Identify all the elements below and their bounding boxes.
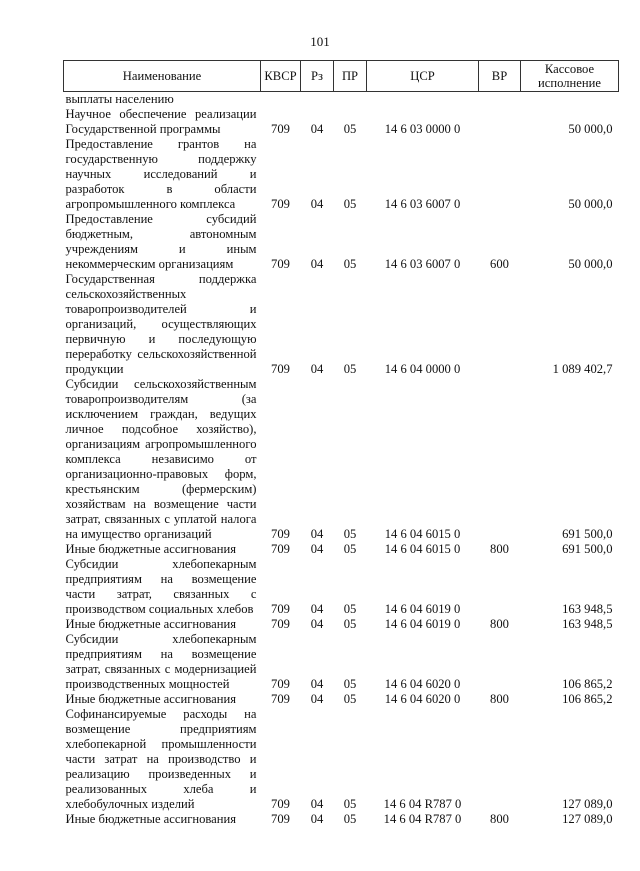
cell-vr xyxy=(479,377,521,542)
cell-name: Софинансируемые расходы на возмещение предприятиям хлебопекарной промышленности части затрат на производство и реализацию произведенных и реализованных хлеба и хлебобулочных изделий xyxy=(65,707,257,811)
header-rz: Рз xyxy=(301,61,334,92)
cell-kvsr: 709 xyxy=(271,527,290,541)
cell-csr: 14 6 04 0000 0 xyxy=(384,362,461,376)
cell-sum: 127 089,0 xyxy=(562,797,613,811)
cell-csr xyxy=(367,92,479,108)
cell-name: Субсидии хлебопекарным предприятиям на возмещение части затрат, связанных с производством социальных хлебов xyxy=(65,557,257,616)
cell-sum: 106 865,2 xyxy=(562,677,613,691)
cell-name: Иные бюджетные ассигнования xyxy=(65,617,237,631)
cell-kvsr: 709 xyxy=(271,602,290,616)
cell-rz: 04 xyxy=(310,527,324,541)
cell-pr xyxy=(334,92,367,108)
table-row xyxy=(64,92,619,108)
cell-kvsr xyxy=(261,92,301,108)
cell-kvsr: 709 xyxy=(271,122,290,136)
cell-kvsr: 709 xyxy=(271,362,290,376)
cell-name: Предоставление субсидий бюджетным, автономным учреждениям и иным некоммерческим организациям xyxy=(65,212,257,271)
cell-csr: 14 6 04 6020 0 xyxy=(384,692,461,706)
cell-kvsr: 709 xyxy=(271,797,290,811)
table-row xyxy=(64,212,619,272)
cell-vr: 800 xyxy=(490,542,509,556)
cell-pr: 05 xyxy=(343,362,357,376)
cell-name: Предоставление грантов на государственную поддержку научных исследований и разработок в области агропромышленного комплекса xyxy=(65,137,257,211)
cell-csr: 14 6 04 6019 0 xyxy=(384,617,461,631)
cell-sum: 127 089,0 xyxy=(562,812,613,826)
cell-pr: 05 xyxy=(343,797,357,811)
cell-sum: 163 948,5 xyxy=(562,602,613,616)
cell-rz: 04 xyxy=(310,362,324,376)
cell-vr xyxy=(479,137,521,212)
cell-rz: 04 xyxy=(310,812,324,826)
table-row xyxy=(64,542,619,557)
cell-name: Иные бюджетные ассигнования xyxy=(65,542,237,556)
cell-csr: 14 6 04 6019 0 xyxy=(384,602,461,616)
cell-csr: 14 6 03 0000 0 xyxy=(384,122,461,136)
cell-pr: 05 xyxy=(343,527,357,541)
header-kvsr: КВСР xyxy=(261,61,301,92)
cell-sum: 163 948,5 xyxy=(562,617,613,631)
cell-vr: 800 xyxy=(490,812,509,826)
cell-pr: 05 xyxy=(343,812,357,826)
page-number: 101 xyxy=(310,34,330,49)
table-header-row xyxy=(64,61,619,92)
cell-csr: 14 6 04 R787 0 xyxy=(383,797,462,811)
cell-sum: 691 500,0 xyxy=(562,542,613,556)
header-name: Наименование xyxy=(64,61,261,92)
cell-pr: 05 xyxy=(343,257,357,271)
cell-rz: 04 xyxy=(310,797,324,811)
cell-name: Субсидии хлебопекарным предприятиям на возмещение затрат, связанных с модернизацией производственных мощностей xyxy=(65,632,257,691)
cell-pr: 05 xyxy=(343,122,357,136)
cell-vr: 600 xyxy=(490,257,509,271)
table-row xyxy=(64,632,619,692)
cell-rz xyxy=(301,92,334,108)
header-vr: ВР xyxy=(479,61,521,92)
cell-name: Субсидии сельскохозяйственным товаропроизводителям (за исключением граждан, ведущих личное подсобное хозяйство), организациям агропромышленного комплекса независимо от организационно-правовых форм, крестьянским (фермерским) хозяйствам на возмещение части затрат, связанных с уплатой налога на имущество организаций xyxy=(65,377,257,541)
cell-vr xyxy=(479,272,521,377)
cell-kvsr: 709 xyxy=(271,812,290,826)
cell-vr xyxy=(479,632,521,692)
cell-kvsr: 709 xyxy=(271,617,290,631)
table-row xyxy=(64,137,619,212)
cell-rz: 04 xyxy=(310,542,324,556)
cell-name: Иные бюджетные ассигнования xyxy=(65,812,237,826)
table-row xyxy=(64,707,619,812)
cell-name: Научное обеспечение реализации Государственной программы xyxy=(65,107,257,136)
table-row xyxy=(64,377,619,542)
cell-sum: 50 000,0 xyxy=(568,257,613,271)
cell-csr: 14 6 04 R787 0 xyxy=(383,812,462,826)
table-row xyxy=(64,107,619,137)
cell-name: Иные бюджетные ассигнования xyxy=(65,692,237,706)
cell-sum: 50 000,0 xyxy=(568,197,613,211)
header-sum: Кассовое исполнение xyxy=(521,61,619,92)
header-csr: ЦСР xyxy=(367,61,479,92)
cell-sum: 691 500,0 xyxy=(562,527,613,541)
cell-rz: 04 xyxy=(310,677,324,691)
table-row xyxy=(64,557,619,617)
cell-kvsr: 709 xyxy=(271,542,290,556)
cell-pr: 05 xyxy=(343,677,357,691)
cell-csr: 14 6 04 6015 0 xyxy=(384,527,461,541)
budget-table xyxy=(63,60,619,827)
table-row xyxy=(64,692,619,707)
cell-sum xyxy=(521,92,619,108)
cell-sum: 1 089 402,7 xyxy=(552,362,613,376)
cell-csr: 14 6 03 6007 0 xyxy=(384,257,461,271)
cell-pr: 05 xyxy=(343,617,357,631)
cell-name: Государственная поддержка сельскохозяйственных товаропроизводителей и организаций, осуществляющих первичную и последующую переработку сельскохозяйственной продукции xyxy=(65,272,257,376)
table-row xyxy=(64,812,619,827)
cell-pr: 05 xyxy=(343,602,357,616)
header-pr: ПР xyxy=(334,61,367,92)
cell-rz: 04 xyxy=(310,122,324,136)
cell-pr: 05 xyxy=(343,692,357,706)
cell-vr xyxy=(479,92,521,108)
cell-vr xyxy=(479,557,521,617)
cell-rz: 04 xyxy=(310,602,324,616)
cell-vr: 800 xyxy=(490,692,509,706)
cell-kvsr: 709 xyxy=(271,197,290,211)
cell-rz: 04 xyxy=(310,692,324,706)
cell-csr: 14 6 03 6007 0 xyxy=(384,197,461,211)
cell-pr: 05 xyxy=(343,197,357,211)
cell-csr: 14 6 04 6015 0 xyxy=(384,542,461,556)
cell-sum: 106 865,2 xyxy=(562,692,613,706)
cell-csr: 14 6 04 6020 0 xyxy=(384,677,461,691)
cell-rz: 04 xyxy=(310,617,324,631)
cell-rz: 04 xyxy=(310,197,324,211)
cell-vr: 800 xyxy=(490,617,509,631)
cell-kvsr: 709 xyxy=(271,257,290,271)
table-body xyxy=(64,92,619,828)
cell-pr: 05 xyxy=(343,542,357,556)
cell-vr xyxy=(479,107,521,137)
cell-kvsr: 709 xyxy=(271,677,290,691)
cell-sum: 50 000,0 xyxy=(568,122,613,136)
table-row xyxy=(64,617,619,632)
cell-kvsr: 709 xyxy=(271,692,290,706)
table-row xyxy=(64,272,619,377)
cell-vr xyxy=(479,707,521,812)
cell-name: выплаты населению xyxy=(65,92,174,106)
cell-rz: 04 xyxy=(310,257,324,271)
